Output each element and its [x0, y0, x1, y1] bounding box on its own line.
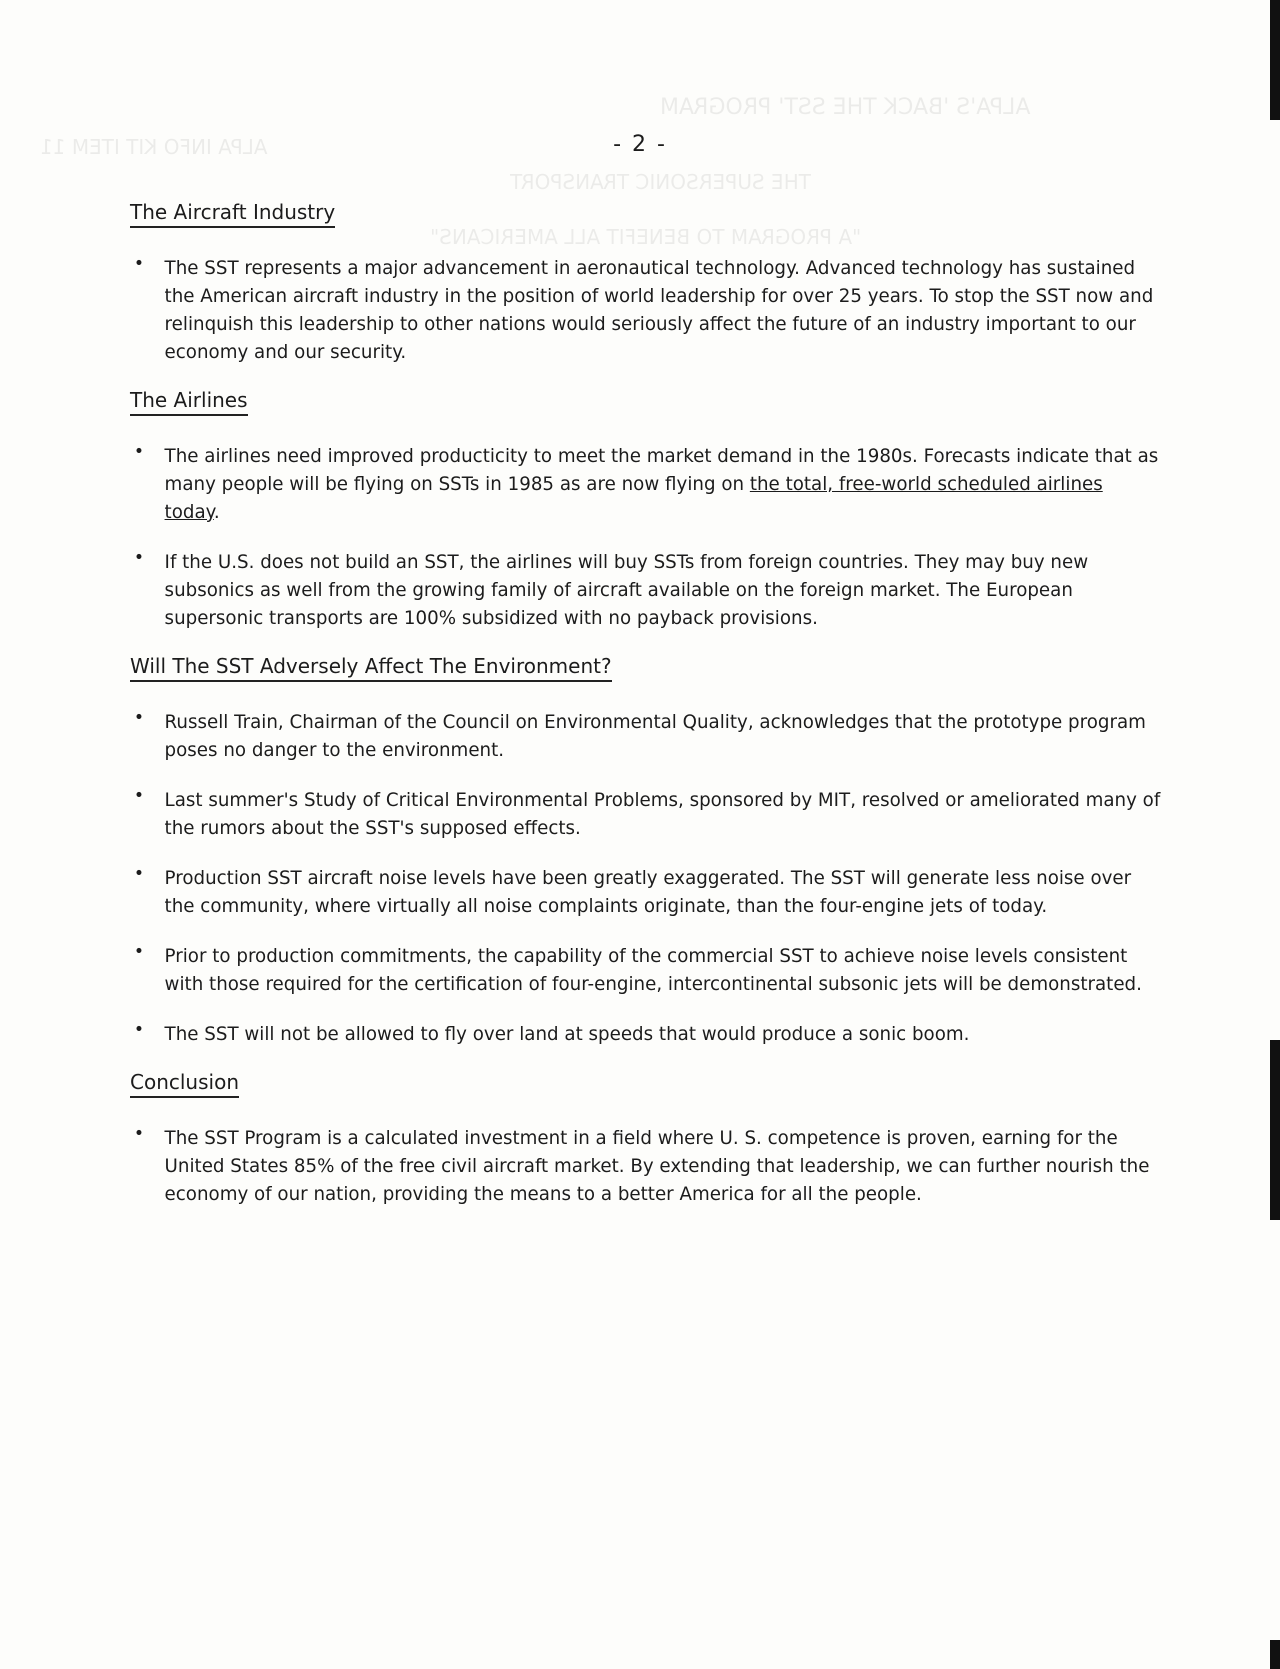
bullet-item: • The SST will not be allowed to fly over land at speeds that would produce a sonic boom. — [130, 1020, 1163, 1048]
scan-edge — [1270, 0, 1280, 120]
section-heading: The Airlines — [130, 388, 248, 416]
bullet-icon: • — [133, 1019, 145, 1040]
bullet-item: • Prior to production commitments, the capability of the commercial SST to achieve noise levels consistent with those required for the certification of four-engine, intercontinental subsonic jets will be demonstrated. — [130, 942, 1163, 998]
bullet-icon: • — [133, 863, 145, 884]
bleedthrough-subtitle: "A PROGRAM TO BENEFIT ALL AMERICANS" — [430, 225, 862, 249]
scan-edge — [1270, 1040, 1280, 1220]
bullet-icon: • — [133, 441, 145, 462]
bullet-item: • The airlines need improved producticity to meet the market demand in the 1980s. Forecasts indicate that as many people will be flying on SSTs in 1985 as are now flying on the total, free-world scheduled airlines today. — [130, 442, 1163, 526]
scan-edge — [1270, 1640, 1280, 1669]
section-conclusion — [130, 1070, 1150, 1208]
bullet-icon: • — [133, 547, 145, 568]
underlined-phrase: the total, free-world scheduled airlines today — [164, 473, 1103, 523]
bullet-icon: • — [133, 785, 145, 806]
section-environment — [130, 654, 1161, 1048]
document-body — [130, 200, 1161, 1230]
bullet-item: • Production SST aircraft noise levels have been greatly exaggerated. The SST will generate less noise over the community, where virtually all noise complaints originate, than the four-engine jets of today. — [130, 864, 1163, 920]
bleedthrough-kit-item: ALPA INFO KIT ITEM 11 — [40, 135, 268, 159]
section-heading: Will The SST Adversely Affect The Environment? — [130, 654, 612, 682]
section-heading: Conclusion — [130, 1070, 239, 1098]
page-number: - 2 - — [613, 132, 667, 157]
bleedthrough-header: ALPA'S 'BACK THE SST' PROGRAM — [660, 95, 1031, 120]
bullet-icon: • — [133, 253, 145, 274]
bullet-item: • If the U.S. does not build an SST, the airlines will buy SSTs from foreign countries. They may buy new subsonics as well from the growing family of aircraft available on the foreign market. The European supersonic transports are 100% subsidized with no payback provisions. — [130, 548, 1163, 632]
bullet-icon: • — [133, 707, 145, 728]
section-aircraft-industry — [130, 200, 1154, 366]
bullet-icon: • — [133, 941, 145, 962]
section-heading: The Aircraft Industry — [130, 200, 335, 228]
bleedthrough-title: THE SUPERSONIC TRANSPORT — [510, 170, 811, 194]
section-airlines — [130, 388, 1159, 632]
bullet-item: • The SST represents a major advancement in aeronautical technology. Advanced technology has sustained the American aircraft industry in the position of world leadership for over 25 years. To stop the SST now and relinquish this leadership to other nations would seriously affect the future of an industry important to our economy and our security. — [130, 254, 1163, 366]
bullet-icon: • — [133, 1123, 145, 1144]
bullet-item: • The SST Program is a calculated investment in a field where U. S. competence is proven, earning for the United States 85% of the free civil aircraft market. By extending that leadership, we can further nourish the economy of our nation, providing the means to a better America for all the people. — [130, 1124, 1163, 1208]
bullet-item: • Last summer's Study of Critical Environmental Problems, sponsored by MIT, resolved or ameliorated many of the rumors about the SST's supposed effects. — [130, 786, 1163, 842]
bullet-item: • Russell Train, Chairman of the Council on Environmental Quality, acknowledges that the prototype program poses no danger to the environment. — [130, 708, 1163, 764]
